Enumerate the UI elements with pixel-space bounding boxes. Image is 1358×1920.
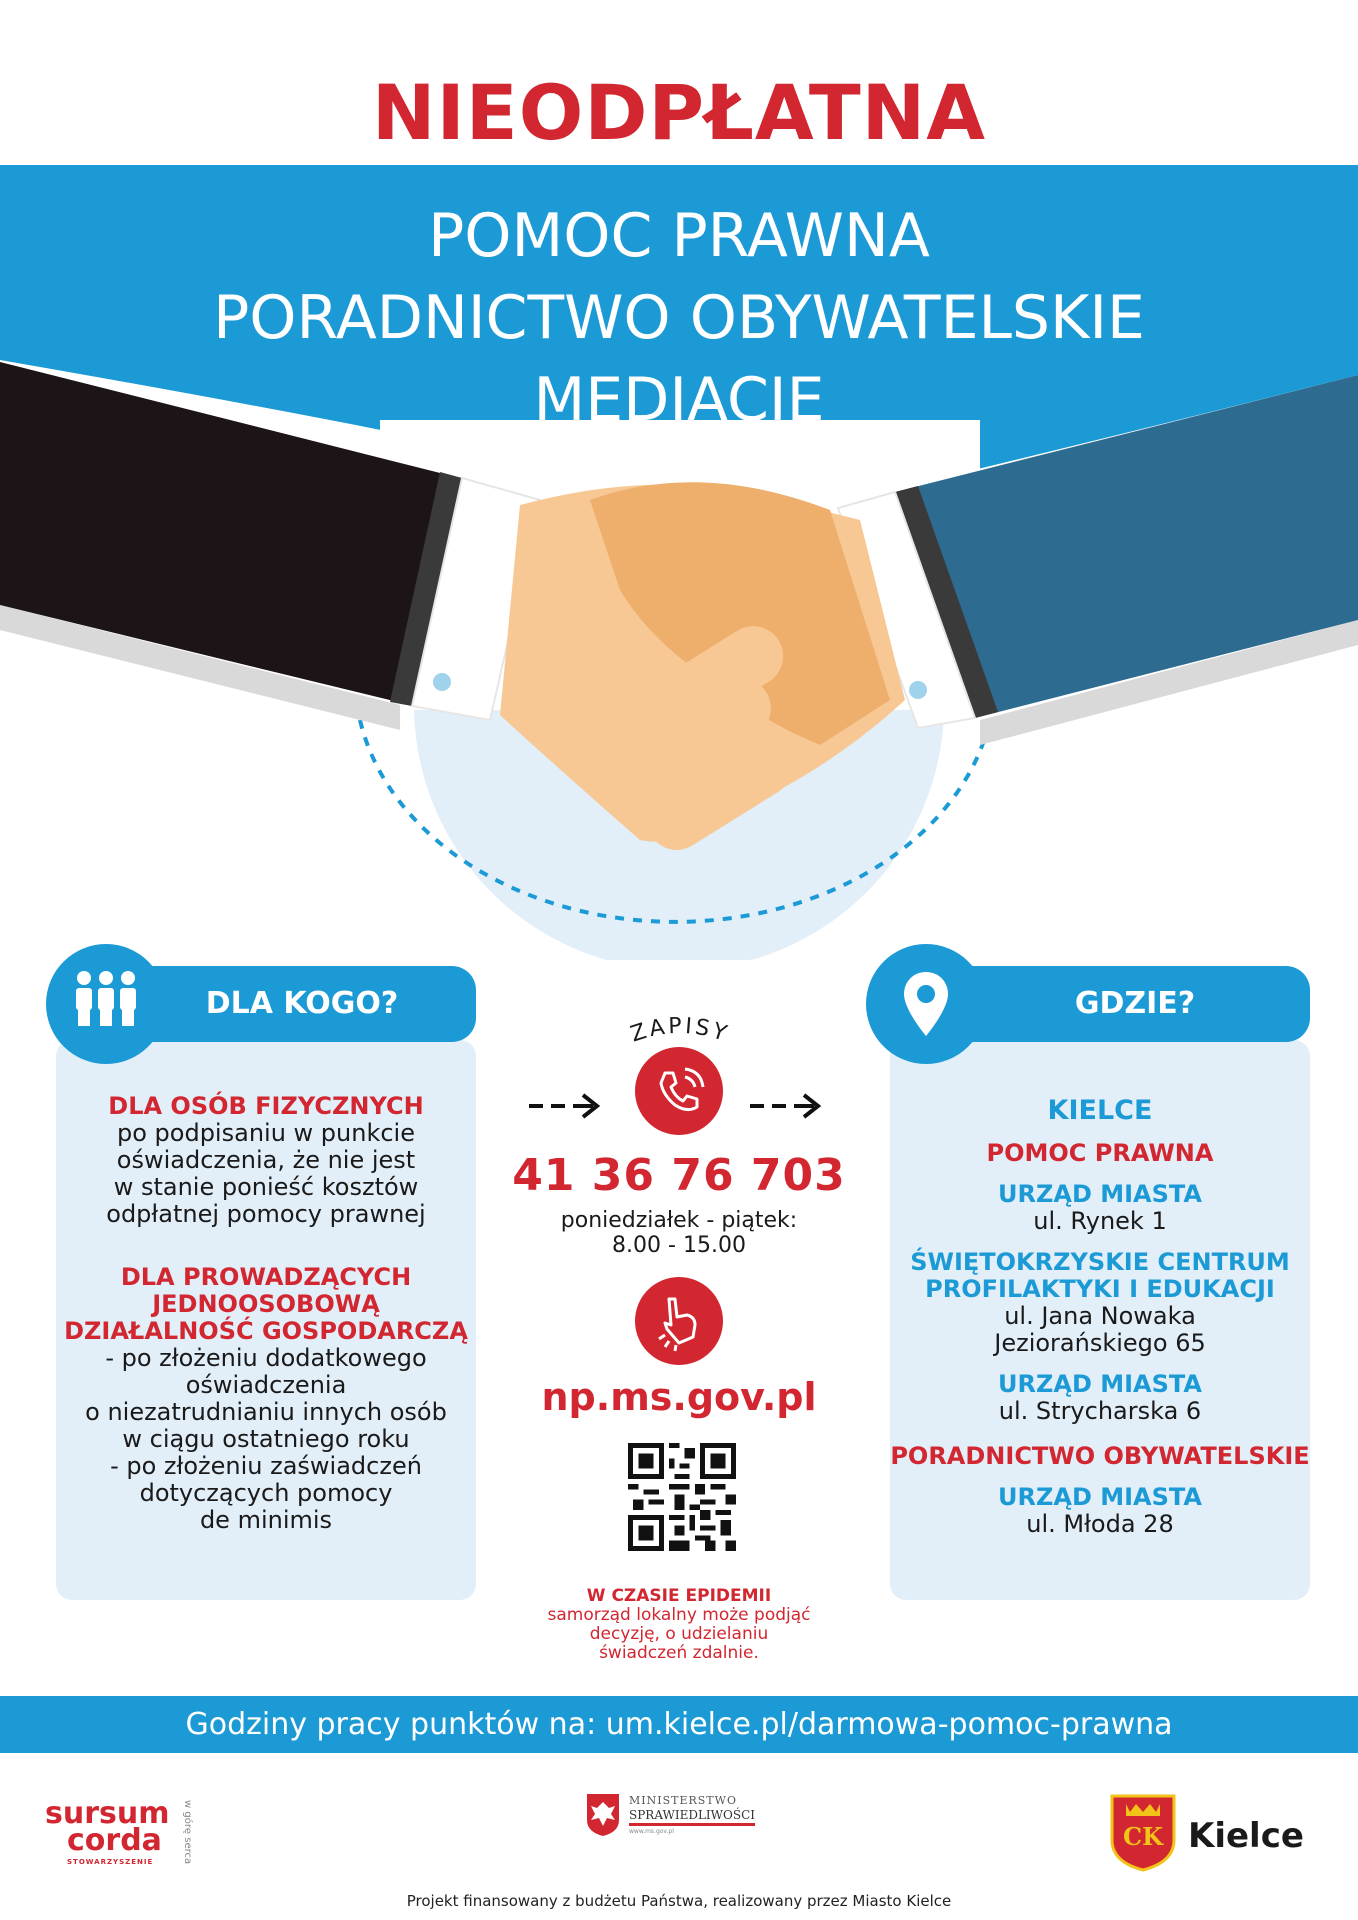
- location-2-name: PROFILAKTYKI I EDUKACJI: [925, 1275, 1275, 1303]
- banner-line-3: MEDIACJE: [533, 365, 825, 435]
- location-1-name: URZĄD MIASTA: [998, 1180, 1202, 1208]
- who-content: [56, 1093, 476, 1534]
- svg-text:ZAPISY: [628, 1014, 733, 1048]
- people-icon: [46, 944, 166, 1064]
- logo-sursum-text: sursum: [45, 1796, 170, 1831]
- group1-text-line: po podpisaniu w punkcie: [117, 1119, 415, 1147]
- phone-number[interactable]: 41 36 76 703: [512, 1150, 846, 1201]
- location-2-address: Jeziorańskiego 65: [994, 1329, 1206, 1357]
- logo-corda-text: corda: [67, 1823, 162, 1858]
- group1-text-line: w stanie ponieść kosztów: [113, 1173, 419, 1201]
- location-1-address: ul. Rynek 1: [1033, 1207, 1167, 1235]
- banner-line-2: PORADNICTWO OBYWATELSKIE: [213, 283, 1145, 353]
- epidemic-text-line: decyzję, o udzielaniu: [589, 1624, 769, 1644]
- where-heading: GDZIE?: [960, 966, 1310, 1042]
- phone-icon: [635, 1047, 723, 1135]
- city-name: KIELCE: [1047, 1095, 1153, 1126]
- where-content: [890, 1096, 1310, 1538]
- kielce-wordmark: Kielce: [1188, 1816, 1304, 1856]
- location-pin-icon: [866, 944, 986, 1064]
- qr-code-icon[interactable]: [628, 1443, 736, 1551]
- website-link[interactable]: np.ms.gov.pl: [541, 1375, 817, 1419]
- who-heading: DLA KOGO?: [128, 966, 476, 1042]
- zapisy-label: ZAPISY: [627, 1013, 733, 1048]
- location-4-name: URZĄD MIASTA: [998, 1483, 1202, 1511]
- logo-sursum-side-text: w górę serca: [182, 1800, 193, 1865]
- location-4-address: ul. Młoda 28: [1026, 1510, 1174, 1538]
- banner-line-1: POMOC PRAWNA: [428, 201, 930, 271]
- ministry-line-2: SPRAWIEDLIWOŚCI: [629, 1808, 755, 1826]
- group1-text-line: oświadczenia, że nie jest: [116, 1146, 416, 1174]
- click-hand-icon: [635, 1277, 723, 1365]
- location-icon-circle: [866, 944, 986, 1064]
- kielce-logo: [1108, 1792, 1318, 1872]
- group2-text-line: - po złożeniu dodatkowego: [105, 1344, 427, 1372]
- group2-text-line: de minimis: [199, 1506, 333, 1534]
- funding-note: Projekt finansowany z budżetu Państwa, realizowany przez Miasto Kielce: [406, 1892, 952, 1910]
- group2-text-line: o niezatrudnianiu innych osób: [85, 1398, 447, 1426]
- section-legal-aid: POMOC PRAWNA: [986, 1139, 1214, 1167]
- group2-text-line: - po złożeniu zaświadczeń: [110, 1452, 422, 1480]
- opening-hours: [470, 1208, 888, 1258]
- arrow-left-icon: [525, 1090, 605, 1122]
- group2-title-line: DLA PROWADZĄCYCH: [120, 1263, 412, 1291]
- ministry-line-1: MINISTERSTWO: [629, 1794, 737, 1807]
- page-title: NIEODPŁATNA: [371, 68, 987, 157]
- group1-title: DLA OSÓB FIZYCZNYCH: [108, 1092, 424, 1120]
- location-3-name: URZĄD MIASTA: [998, 1370, 1202, 1398]
- location-2-name: ŚWIĘTOKRZYSKIE CENTRUM: [910, 1248, 1290, 1276]
- group2-title-line: DZIAŁALNOŚĆ GOSPODARCZĄ: [64, 1317, 468, 1345]
- right-cuff-button: [909, 681, 927, 699]
- location-3-address: ul. Strycharska 6: [998, 1397, 1202, 1425]
- zapisy-arc-text: [600, 1010, 760, 1050]
- location-2-address: ul. Jana Nowaka: [1004, 1302, 1196, 1330]
- group2-text-line: oświadczenia: [185, 1371, 347, 1399]
- banner-title: [0, 195, 1358, 441]
- arrow-right-icon: [746, 1090, 826, 1122]
- hours-days: poniedziałek - piątek:: [560, 1208, 798, 1233]
- group1-text-line: odpłatnej pomocy prawnej: [106, 1200, 426, 1228]
- epidemic-text-line: świadczeń zdalnie.: [599, 1643, 759, 1663]
- eagle-emblem-icon: [585, 1792, 621, 1836]
- people-icon-circle: [46, 944, 166, 1064]
- epidemic-text-line: samorząd lokalny może podjąć: [547, 1605, 811, 1625]
- left-cuff-button: [433, 673, 451, 691]
- epidemic-title: W CZASIE EPIDEMII: [586, 1586, 772, 1606]
- epidemic-note: [470, 1587, 888, 1663]
- ministry-logo: [585, 1792, 785, 1842]
- kielce-monogram: CK: [1123, 1822, 1163, 1851]
- logo-sursum-subtitle: STOWARZYSZENIE: [67, 1858, 154, 1866]
- group2-text-line: dotyczących pomocy: [139, 1479, 393, 1507]
- hours-time: 8.00 - 15.00: [612, 1233, 746, 1258]
- footer-hours-bar[interactable]: Godziny pracy punktów na: um.kielce.pl/darmowa-pomoc-prawna: [0, 1696, 1358, 1753]
- ministry-url: www.ms.gov.pl: [629, 1828, 674, 1835]
- group2-text-line: w ciągu ostatniego roku: [122, 1425, 410, 1453]
- group2-title-line: JEDNOOSOBOWĄ: [152, 1290, 380, 1318]
- section-civic-advice: PORADNICTWO OBYWATELSKIE: [890, 1442, 1310, 1470]
- sursum-corda-logo: [45, 1796, 195, 1880]
